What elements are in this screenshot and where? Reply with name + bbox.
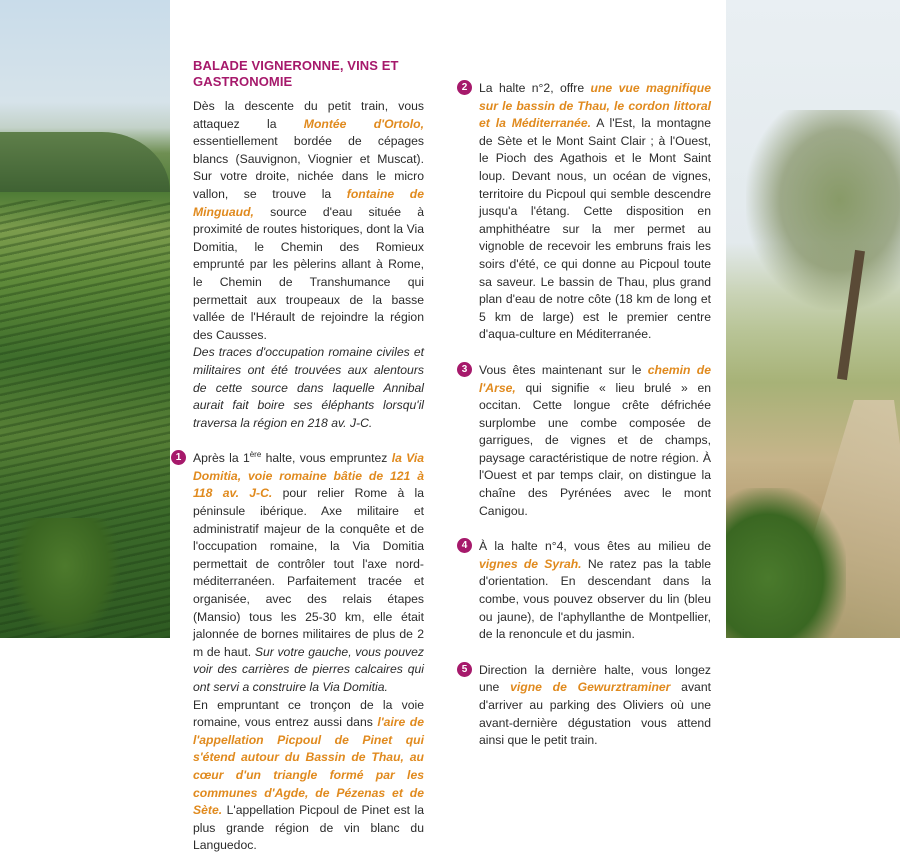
left-column: [175, 58, 425, 855]
intro-highlight-montee: Montée d'Ortolo,: [303, 116, 425, 131]
bush-shape: [726, 488, 846, 638]
step-1-highlight-via-domitia: la Via Domitia, voie romaine bâtie de 121 à 118 av. J-C.: [193, 451, 425, 501]
step-1: [175, 450, 425, 855]
tree-shape: [10, 518, 120, 638]
step-text: Direction la dernière halte, vous longez une: [479, 662, 711, 695]
step-2-text: [479, 80, 711, 344]
tree-path-photo: [726, 0, 900, 638]
right-column: [461, 80, 711, 750]
page-title: BALADE VIGNERONNE, VINS ET GASTRONOMIE: [193, 58, 399, 89]
step-4-text: [479, 538, 711, 644]
step-4-highlight: vignes de Syrah.: [479, 556, 582, 571]
step-2: [461, 80, 711, 344]
step-1-text: [193, 450, 424, 696]
step-2-highlight: une vue magnifique sur le bassin de Thau, le cordon littoral et la Méditerranée.: [479, 81, 711, 131]
step-3: [461, 362, 711, 520]
intro-highlight-fontaine: fontaine de Minguaud,: [193, 186, 424, 219]
step-number-badge: 3: [457, 362, 472, 377]
step-text: Après la 1: [193, 451, 250, 466]
step-1-text-continued: [193, 697, 424, 855]
step-number-badge: 2: [457, 80, 472, 95]
step-number-badge: 5: [457, 662, 472, 677]
step-1-italic: Sur votre gauche, vous pouvez voir des carrières de pierres calcaires qui ont servi a construire la Via Domitia.: [193, 644, 424, 694]
step-text: qui signifie « lieu brulé » en occitan. Cette longue crête défrichée surplombe une combe composée de garrigues, de vignes et de champs, paysage caractéristique de notre région. À l'Ouest et par temps clair, on distingue la chaîne des Pyrénées avec le mont Canigou.: [479, 380, 711, 518]
step-3-text: [479, 362, 711, 520]
step-3-highlight: chemin de l'Arse,: [479, 362, 711, 395]
step-superscript: ère: [249, 450, 262, 460]
intro-paragraph: [193, 98, 424, 344]
intro-italic: Des traces d'occupation romaine civiles et militaires ont été trouvées aux alentours de cette source dans laquelle Annibal aurait fait boire ses éléphants lorsqu'il traversa la région en 218 av. J-C.: [193, 345, 424, 430]
step-4: [461, 538, 711, 644]
hill-shape: [0, 132, 170, 192]
step-text: Vous êtes maintenant sur le: [479, 362, 648, 377]
step-number-badge: 1: [171, 450, 186, 465]
step-text: pour relier Rome à la péninsule ibérique. Axe militaire et administratif majeur de la conquête et de l'occupation romaine, la Via Domitia permettait de contrôler tout l'axe nord-méditerranéen. Parfaitement tracée et organisée, avec des relais étapes (Mansio) tous les 25-30 km, elle était jalonnée de bornes militaires de plus de 2 m de haut.: [193, 486, 425, 659]
step-5-text: [479, 662, 711, 750]
vineyard-photo: [0, 0, 170, 638]
step-number-badge: 4: [457, 538, 472, 553]
tree-canopy: [746, 110, 900, 310]
intro-text: essentiellement bordée de cépages blancs (Sauvignon, Viognier et Muscat). Sur votre droite, nichée dans le micro vallon, se trouve la: [193, 134, 424, 201]
step-text: halte, vous empruntez: [261, 451, 392, 466]
step-text: La halte n°2, offre: [479, 81, 591, 95]
step-text: En empruntant ce tronçon de la voie romaine, vous entrez aussi dans: [193, 697, 424, 730]
intro-text: source d'eau située à proximité de routes historiques, dont la Via Domitia, le Chemin des Romieux emprunté par les pèlerins allant à Rome, le Chemin de Transhumance qui permettait aux troupeaux de la basse vallée de l'Hérault de rejoindre la région des Causses.: [193, 204, 424, 342]
step-1-highlight-picpoul: l'aire de l'appellation Picpoul de Pinet qui s'étend autour du Bassin de Thau, au cœur d'un triangle formé par les communes d'Agde, de Pézenas et de Sète.: [193, 715, 424, 818]
intro-text: Dès la descente du petit train, vous attaquez la: [193, 99, 424, 131]
step-text: A l'Est, la montagne de Sète et le Mont Saint Clair ; à l'Ouest, le Pioch des Agathois et le Mont Saint loup. Devant nous, un océan de vignes, territoire du Picpoul qui semble descendre jusqu'a l'étang. Cette disposition en amphithéatre sur la mer permet au vignoble de recevoir les embruns frais les soirs d'été, ce qui donne au Picpoul toute sa saveur. Le bassin de Thau, plus grand plan d'eau de notre côte (18 km de long et 5 km de large) est le premier centre d'aqua-culture en Méditerranée.: [479, 116, 711, 342]
step-5-highlight: vigne de Gewurztraminer: [510, 680, 671, 695]
step-text: À la halte n°4, vous êtes au milieu de: [479, 539, 711, 554]
step-text: Ne ratez pas la table d'orientation. En descendant dans la combe, vous pouvez observer du lin (bleu ou jaune), de l'aphyllanthe de Montpellier, de la renoncule et du jasmin.: [479, 556, 711, 642]
step-5: [461, 662, 711, 750]
step-text: L'appellation Picpoul de Pinet est la plus grande région de vin blanc du Languedoc.: [193, 803, 424, 853]
step-text: avant d'arriver au parking des Oliviers où une avant-dernière dégustation vous attend ainsi que le petit train.: [479, 680, 711, 748]
